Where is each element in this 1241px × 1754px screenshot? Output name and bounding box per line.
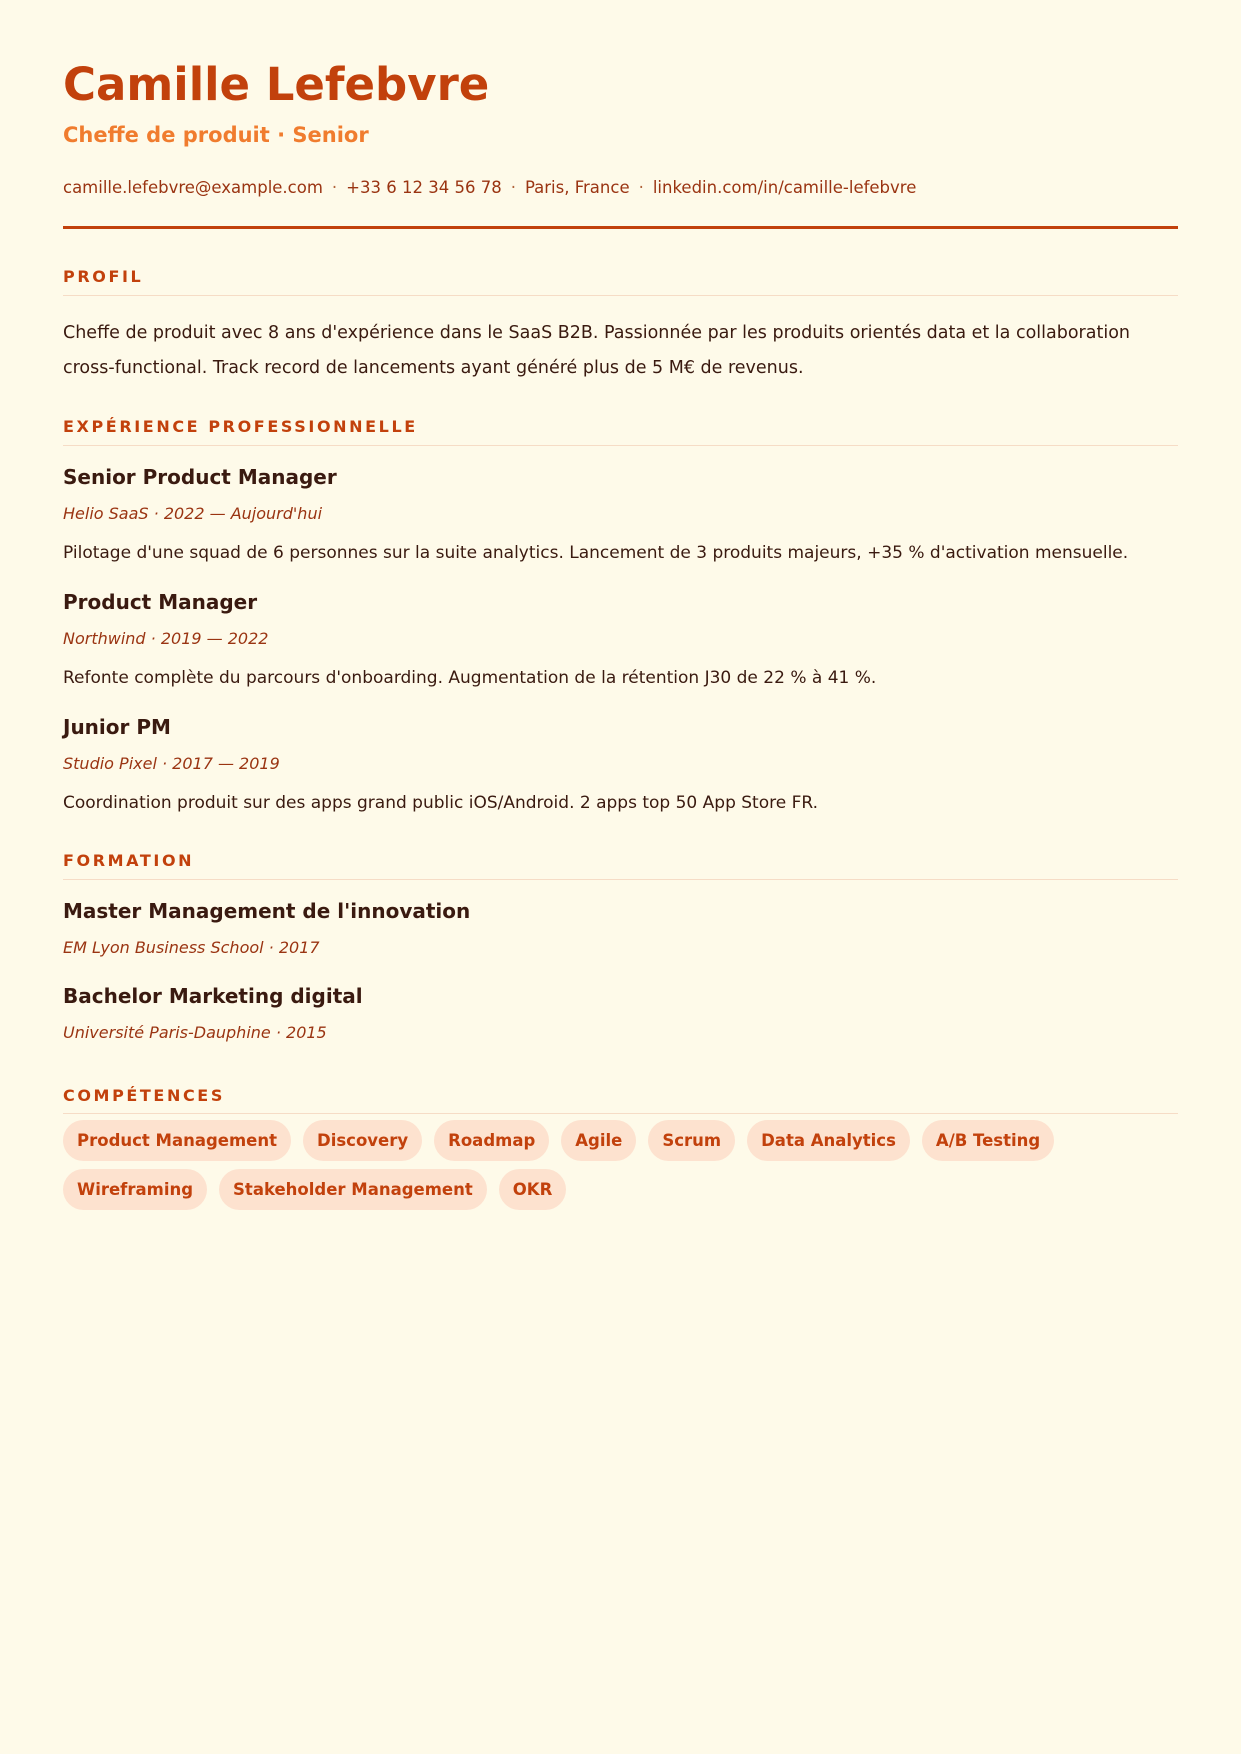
skill-tag: Wireframing [63,1169,207,1210]
contact-linkedin[interactable]: linkedin.com/in/camille-lefebvre [652,178,917,197]
experience-description: Refonte complète du parcours d'onboarding. Augmentation de la rétention J30 de 22 % à 41 %. [63,668,877,688]
skill-tag: OKR [499,1169,567,1210]
skill-tag: Roadmap [434,1120,549,1161]
experience-meta: Studio Pixel · 2017 — 2019 [63,754,280,773]
experience-meta: Northwind · 2019 — 2022 [63,629,269,648]
job-title: Cheffe de produit · Senior [63,123,369,147]
skills-tag-row [63,1120,1178,1161]
candidate-name: Camille Lefebvre [63,58,490,111]
skill-tag: Data Analytics [747,1120,910,1161]
experience-role: Product Manager [63,590,258,614]
section-divider [63,879,1178,880]
education-meta: Université Paris-Dauphine · 2015 [63,1023,327,1042]
skills-tag-list [63,1120,1178,1218]
section-title-profile: PROFIL [63,267,144,286]
experience-meta: Helio SaaS · 2022 — Aujourd'hui [63,504,323,523]
section-title-education: FORMATION [63,851,195,870]
skill-tag: Agile [561,1120,636,1161]
contact-phone[interactable]: +33 6 12 34 56 78 [346,178,502,197]
section-divider [63,445,1178,446]
education-degree: Master Management de l'innovation [63,899,471,923]
experience-description: Coordination produit sur des apps grand public iOS/Android. 2 apps top 50 App Store FR. [63,793,818,813]
section-title-experience: EXPÉRIENCE PROFESSIONNELLE [63,417,418,436]
contact-location: Paris, France [524,178,630,197]
skill-tag: Product Management [63,1120,291,1161]
experience-role: Senior Product Manager [63,465,337,489]
experience-role: Junior PM [63,715,171,739]
profile-summary: Cheffe de produit avec 8 ans d'expérience dans le SaaS B2B. Passionnée par les produits orientés data et la collaboration cross-functional. Track record de lancements ayant généré plus de 5 M€ de revenus. [63,323,1130,378]
section-divider [63,295,1178,296]
education-meta: EM Lyon Business School · 2017 [63,938,320,957]
skill-tag: Scrum [648,1120,735,1161]
section-title-skills: COMPÉTENCES [63,1086,225,1105]
section-divider [63,1113,1178,1114]
skills-tag-row [63,1169,1178,1210]
skill-tag: A/B Testing [922,1120,1054,1161]
experience-description: Pilotage d'une squad de 6 personnes sur la suite analytics. Lancement de 3 produits majeurs, +35 % d'activation mensuelle. [63,543,1129,563]
contact-separator: · [638,178,644,197]
contact-separator: · [510,178,516,197]
header-divider [63,226,1178,229]
contact-separator: · [331,178,338,197]
skill-tag: Discovery [303,1120,422,1161]
contact-email[interactable]: camille.lefebvre@example.com [63,178,323,197]
skill-tag: Stakeholder Management [219,1169,487,1210]
education-degree: Bachelor Marketing digital [63,984,363,1008]
contact-line [63,178,916,198]
